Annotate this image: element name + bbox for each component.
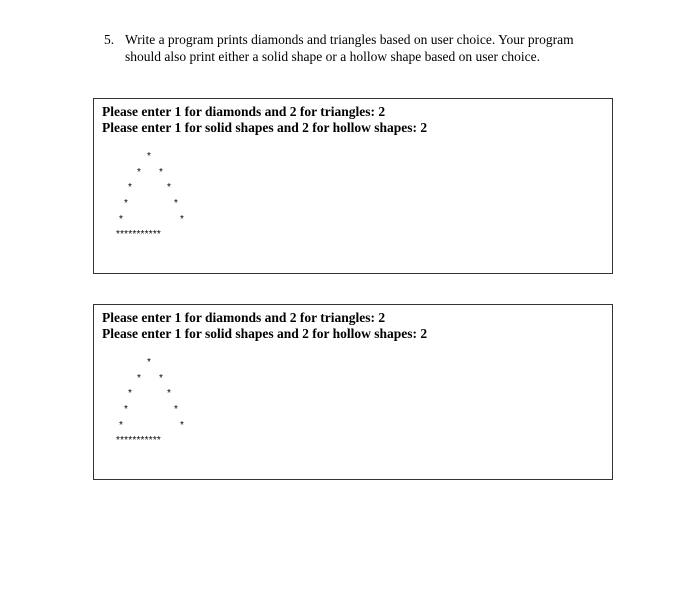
triangle-star: * [124, 404, 128, 415]
triangle-star: * [159, 167, 163, 178]
shape-type-prompt: Please enter 1 for diamonds and 2 for triangles: 2 [102, 310, 386, 325]
triangle-star: * [147, 151, 151, 162]
question-number: 5. [104, 32, 115, 47]
triangle-star: * [180, 214, 184, 225]
triangle-star: * [147, 357, 151, 368]
question-line-2: should also print either a solid shape or a hollow shape based on user choice. [125, 49, 541, 64]
triangle-base: *********** [116, 229, 162, 240]
question-text [125, 31, 605, 65]
triangle-star: * [174, 198, 178, 209]
triangle-star: * [124, 198, 128, 209]
triangle-star: * [119, 214, 123, 225]
triangle-star: * [159, 373, 163, 384]
triangle-star: * [167, 388, 171, 399]
triangle-star: * [137, 167, 141, 178]
question-line-1: Write a program prints diamonds and triangles based on user choice. Your program [125, 32, 574, 47]
shape-type-prompt: Please enter 1 for diamonds and 2 for triangles: 2 [102, 104, 386, 119]
triangle-star: * [180, 420, 184, 431]
triangle-star: * [137, 373, 141, 384]
triangle-star: * [167, 182, 171, 193]
fill-type-prompt: Please enter 1 for solid shapes and 2 for hollow shapes: 2 [102, 120, 428, 135]
triangle-star: * [128, 182, 132, 193]
triangle-star: * [128, 388, 132, 399]
sample-output-box-2 [93, 304, 613, 480]
triangle-star: * [119, 420, 123, 431]
fill-type-prompt: Please enter 1 for solid shapes and 2 for hollow shapes: 2 [102, 326, 428, 341]
sample-output-box-1 [93, 98, 613, 274]
triangle-star: * [174, 404, 178, 415]
triangle-base: *********** [116, 435, 162, 446]
